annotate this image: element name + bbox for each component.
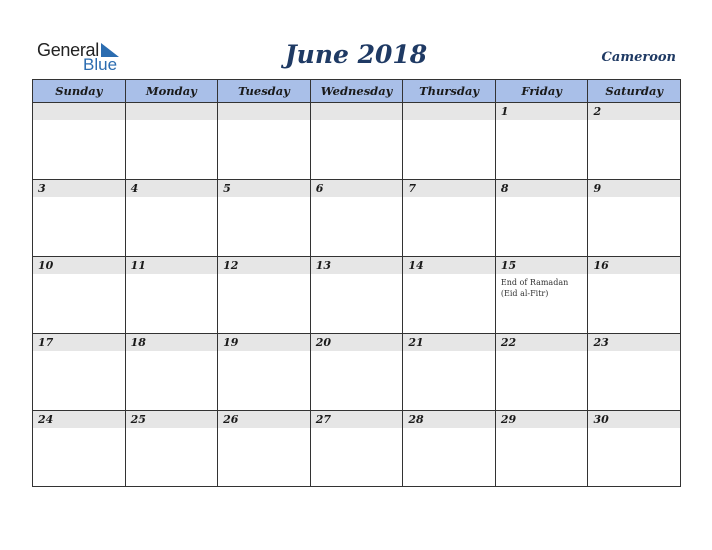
day-number: 4	[130, 182, 139, 195]
week-row	[33, 334, 680, 411]
day-cell[interactable]	[311, 334, 404, 410]
day-number-band	[126, 180, 218, 197]
day-number-band	[33, 103, 125, 120]
day-number-band	[311, 180, 403, 197]
day-number: 12	[223, 259, 239, 272]
day-cell[interactable]	[311, 411, 404, 487]
day-number: 22	[500, 336, 517, 349]
day-cell[interactable]	[126, 334, 219, 410]
week-row	[33, 103, 680, 180]
day-cell[interactable]	[126, 411, 219, 487]
day-number: 30	[593, 413, 609, 426]
day-number-band	[496, 103, 588, 120]
weekday-friday: Friday	[496, 80, 589, 102]
day-number-band	[218, 103, 310, 120]
week-row	[33, 257, 680, 334]
day-number: 21	[408, 336, 424, 349]
weekday-tuesday: Tuesday	[218, 80, 311, 102]
day-number-band	[496, 180, 588, 197]
day-cell[interactable]	[496, 103, 589, 179]
day-number-band	[588, 180, 680, 197]
day-number-band	[126, 103, 218, 120]
day-number: 5	[223, 182, 231, 195]
day-cell[interactable]	[218, 103, 311, 179]
weekday-sunday: Sunday	[33, 80, 126, 102]
day-number: 29	[500, 413, 517, 426]
day-number: 6	[315, 182, 324, 195]
day-number-band	[33, 180, 125, 197]
day-number-band	[311, 103, 403, 120]
day-cell[interactable]	[588, 411, 680, 487]
day-number-band	[588, 103, 680, 120]
week-row	[33, 411, 680, 487]
day-cell[interactable]	[218, 257, 311, 333]
day-cell[interactable]	[403, 103, 496, 179]
day-cell[interactable]	[403, 334, 496, 410]
day-number: 20	[315, 336, 332, 349]
day-cell[interactable]	[311, 257, 404, 333]
day-number: 18	[130, 336, 146, 349]
day-number: 13	[315, 259, 332, 272]
week-row	[33, 180, 680, 257]
day-number: 1	[500, 105, 509, 118]
weekday-wednesday: Wednesday	[311, 80, 404, 102]
day-number: 10	[38, 259, 54, 272]
day-number: 19	[223, 336, 239, 349]
day-cell[interactable]	[496, 411, 589, 487]
day-cell[interactable]	[588, 257, 680, 333]
day-cell[interactable]	[33, 334, 126, 410]
day-cell[interactable]	[218, 411, 311, 487]
weekday-saturday: Saturday	[605, 84, 664, 98]
day-number: 23	[593, 336, 609, 349]
day-number: 7	[408, 182, 416, 195]
day-number: 8	[500, 182, 509, 195]
day-cell[interactable]	[403, 411, 496, 487]
country-name: Cameroon	[601, 50, 676, 65]
day-number: 11	[130, 259, 146, 272]
day-number: 27	[315, 413, 332, 426]
day-cell[interactable]	[218, 334, 311, 410]
day-cell[interactable]	[126, 257, 219, 333]
day-cell[interactable]	[33, 103, 126, 179]
day-number-band	[403, 103, 495, 120]
day-cell[interactable]	[403, 257, 496, 333]
day-cell[interactable]	[496, 257, 589, 333]
weekday-thursday: Thursday	[403, 80, 496, 102]
calendar-weeks	[33, 103, 680, 487]
day-number: 2	[593, 105, 602, 118]
day-cell[interactable]	[126, 180, 219, 256]
day-cell[interactable]	[496, 180, 589, 256]
day-number: 9	[593, 182, 602, 195]
day-cell[interactable]	[588, 334, 680, 410]
day-number: 17	[38, 336, 54, 349]
holiday-event: End of Ramadan (Eid al-Fitr)	[500, 278, 569, 298]
day-number-band	[403, 180, 495, 197]
weekday-header-row	[33, 80, 680, 103]
day-cell[interactable]	[311, 103, 404, 179]
weekday-monday: Monday	[126, 80, 219, 102]
day-number: 24	[38, 413, 54, 426]
calendar-title: June 2018	[284, 40, 428, 69]
day-cell[interactable]	[403, 180, 496, 256]
day-cell[interactable]	[496, 334, 589, 410]
day-cell[interactable]	[588, 180, 680, 256]
day-number: 25	[130, 413, 146, 426]
day-cell[interactable]	[588, 103, 680, 179]
day-number-band	[218, 180, 310, 197]
day-number: 15	[500, 259, 517, 272]
day-cell[interactable]	[33, 180, 126, 256]
day-number: 16	[593, 259, 609, 272]
calendar-grid	[32, 79, 681, 487]
day-cell[interactable]	[33, 257, 126, 333]
day-number: 14	[408, 259, 424, 272]
day-cell[interactable]	[218, 180, 311, 256]
day-cell[interactable]	[126, 103, 219, 179]
day-number: 3	[38, 182, 46, 195]
day-cell[interactable]	[33, 411, 126, 487]
logo-text-general: General	[37, 40, 99, 60]
day-number: 26	[223, 413, 239, 426]
day-cell[interactable]	[311, 180, 404, 256]
day-number: 28	[408, 413, 424, 426]
logo-text-blue: Blue	[83, 55, 118, 74]
